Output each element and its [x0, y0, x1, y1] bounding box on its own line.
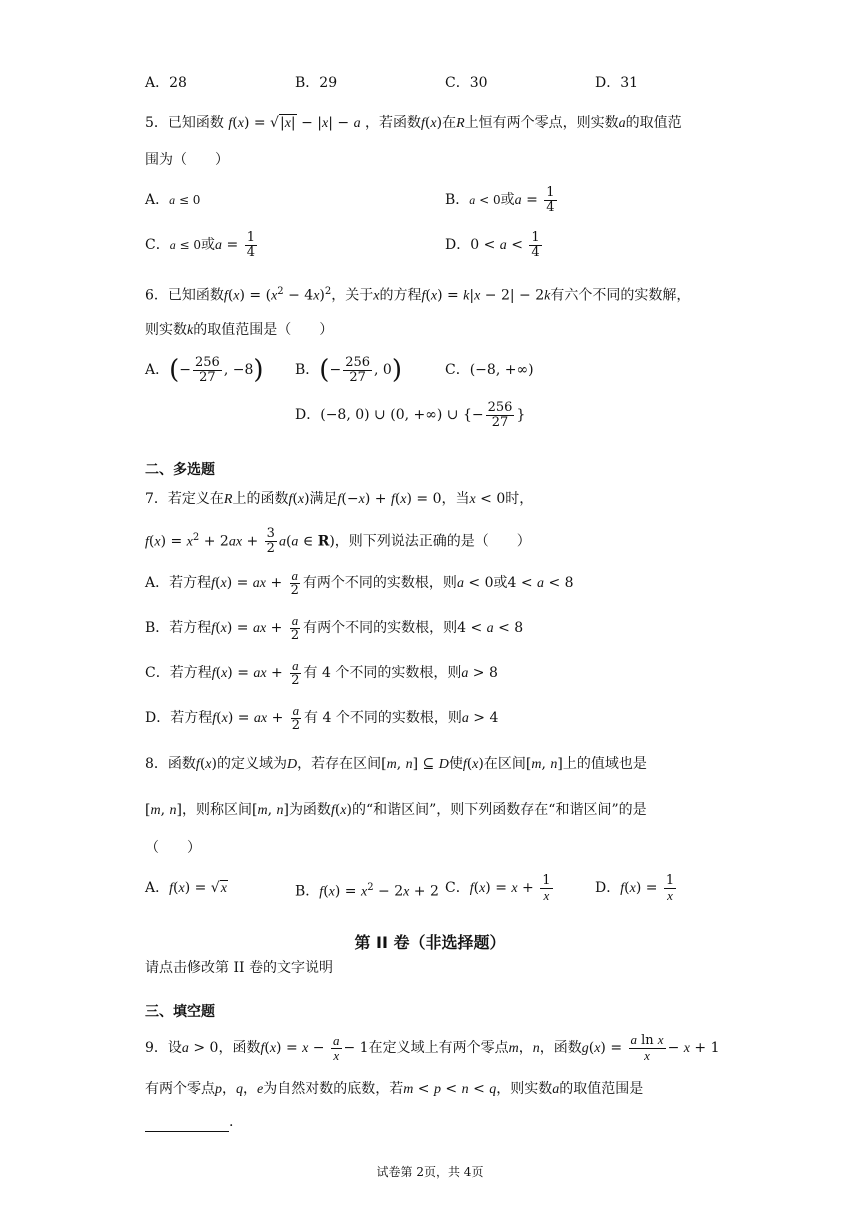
q9-stem-line2: 有两个零点p，q，e为自然对数的底数，若m < p < n < q，则实数a的取值范围是 — [145, 1081, 644, 1097]
q9-answer-blank[interactable]: . — [145, 1112, 233, 1132]
q8-option-d: D．f(x) = $\frac{1}{x}$ — [595, 872, 675, 903]
volume-ii-title: 第 II 卷（非选择题） — [354, 933, 506, 952]
q8-stem-line2: [m, n]，则称区间[m, n]为函数f(x)的“和谐区间”，则下列函数存在“和谐区间”的是 — [145, 802, 647, 818]
q5-stem-line2: 围为（ ） — [145, 152, 229, 168]
q7-stem-line1: 7．若定义在R上的函数f(x)满足f(−x) + f(x) = 0，当x < 0时， — [145, 491, 534, 507]
q5-option-d: D．0 < a < $\frac{1}{4}$ — [445, 229, 540, 260]
q6-option-c: C．(−8, +∞) — [445, 362, 534, 378]
q8-stem-line1: 8．函数f(x)的定义域为D，若存在区间[m, n] ⊆ D使f(x)在区间[m, n]上的值域也是 — [145, 756, 647, 772]
q9-stem-line1: 9．设a > 0，函数f(x) = x − $\frac{a}{x}$ − 1在定义域上有两个零点m，n，函数g(x) = $\frac{\text{a ln x}}{x}$ − x + 1 — [145, 1032, 720, 1063]
q4-option-d: D．31 — [595, 75, 639, 91]
q4-option-c: C．30 — [445, 75, 488, 91]
q7-option-a: A．若方程f(x) = ax + $\frac{a}{2}$ 有两个不同的实数根，则a < 0或4 < a < 8 — [145, 567, 574, 598]
q7-option-c: C．若方程f(x) = ax + $\frac{a}{2}$ 有 4 个不同的实数根，则a > 8 — [145, 657, 498, 688]
q6-stem-line1: 6．已知函数$f(x) = (x^2 - 4x)^2$，关于x的方程f(x) = k|x − 2| − 2k有六个不同的实数解， — [145, 286, 691, 304]
q8-option-a: A．f(x) = √x — [145, 880, 227, 896]
q5-option-b: B．a < 0或a = $\frac{1}{4}$ — [445, 184, 555, 215]
volume-ii-note[interactable]: 请点击修改第 II 卷的文字说明 — [145, 960, 333, 976]
q8-option-b: B．$f(x) = x^2 - 2x + 2$ — [295, 882, 439, 900]
q8-option-c: C．f(x) = x + $\frac{1}{x}$ — [445, 872, 551, 903]
q6-option-a: A．(− $\frac{256}{27}$ , −8) — [145, 354, 264, 385]
page-footer: 试卷第 2页，共 4页 — [376, 1165, 484, 1179]
q5-option-c: C．a ≤ 0或a = $\frac{1}{4}$ — [145, 229, 255, 260]
q5-stem-line1: 5．已知函数 f(x) = √|x| − |x| − a ，若函数f(x)在R上恒有两个零点，则实数a的取值范 — [145, 115, 682, 131]
q8-stem-line3: （ ） — [145, 840, 201, 856]
q7-option-d: D．若方程f(x) = ax + $\frac{a}{2}$ 有 4 个不同的实数根，则a > 4 — [145, 702, 499, 733]
q6-stem-line2: 则实数k的取值范围是（ ） — [145, 322, 334, 338]
q6-option-b: B．(− $\frac{256}{27}$ , 0) — [295, 354, 402, 385]
section-heading-multiple-choice: 二、多选题 — [145, 462, 215, 478]
q7-option-b: B．若方程f(x) = ax + $\frac{a}{2}$ 有两个不同的实数根，则4 < a < 8 — [145, 612, 524, 643]
section-heading-fill-in: 三、填空题 — [145, 1004, 215, 1020]
q4-option-b: B．29 — [295, 75, 338, 91]
q7-stem-line2: $f(x) = x^2 + 2ax$ + $\frac{3}{2}$ a(a ∈ R)，则下列说法正确的是（ ） — [145, 526, 531, 557]
q5-option-a: A．a ≤ 0 — [145, 192, 201, 208]
q6-option-d: D．(−8, 0) ∪ (0, +∞) ∪ {− $\frac{256}{27}$ } — [295, 399, 526, 430]
q4-option-a: A．28 — [145, 75, 187, 91]
